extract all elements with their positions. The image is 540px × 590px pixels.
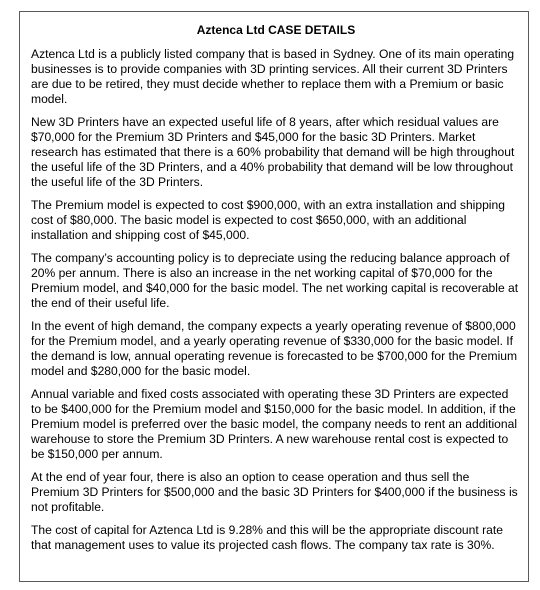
paragraph-company-overview: Aztenca Ltd is a publicly listed company that is based in Sydney. One of its main operating businesses is to provide companies with 3D printing services. All their current 3D Printers are due to be retired, they must decide whether to replace them with a Premium or basic model.: [31, 47, 515, 106]
paragraph-cease-option: At the end of year four, there is also an option to cease operation and thus sell the Premium 3D Printers for $500,000 and the basic 3D Printers for $400,000 if the business is not profitable.: [31, 470, 518, 514]
paragraph-cost-of-capital: The cost of capital for Aztenca Ltd is 9.28% and this will be the appropriate discount rate that management uses to value its projected cash flows. The company tax rate is 30%.: [31, 523, 503, 552]
paragraph-useful-life-demand: New 3D Printers have an expected useful life of 8 years, after which residual values are $70,000 for the Premium 3D Printers and $45,000 for the basic 3D Printers. Market research has estimated that there is a 60% probability that demand will be high throughout the useful life of the 3D Printers, and a 40% probability that demand will be low throughout the useful life of the 3D Printers.: [31, 115, 515, 189]
paragraph-depreciation-working-capital: The company’s accounting policy is to depreciate using the reducing balance approach of 20% per annum. There is also an increase in the net working capital of $70,000 for the Premium model, and $40,000 for the basic model. The net working capital is recoverable at the end of their useful life.: [31, 251, 519, 310]
paragraph-operating-revenue: In the event of high demand, the company expects a yearly operating revenue of $800,000 for the Premium model, and a yearly operating revenue of $330,000 for the basic model. If the demand is low, annual operating revenue is forecasted to be $700,000 for the Premium model and $280,000 for the basic model.: [31, 319, 518, 378]
paragraph-model-costs: The Premium model is expected to cost $900,000, with an extra installation and shipping cost of $80,000. The basic model is expected to cost $650,000, with an additional installation and shipping cost of $45,000.: [31, 198, 505, 242]
paragraph-operating-costs: Annual variable and fixed costs associated with operating these 3D Printers are expected to be $400,000 for the Premium model and $150,000 for the basic model. In addition, if the Premium model is preferred over the basic model, the company needs to rent an additional warehouse to store the Premium 3D Printers. A new warehouse rental cost is expected to be $150,000 per annum.: [31, 387, 518, 461]
document-title: Aztenca Ltd CASE DETAILS: [196, 23, 356, 37]
case-details-box: [19, 11, 529, 582]
